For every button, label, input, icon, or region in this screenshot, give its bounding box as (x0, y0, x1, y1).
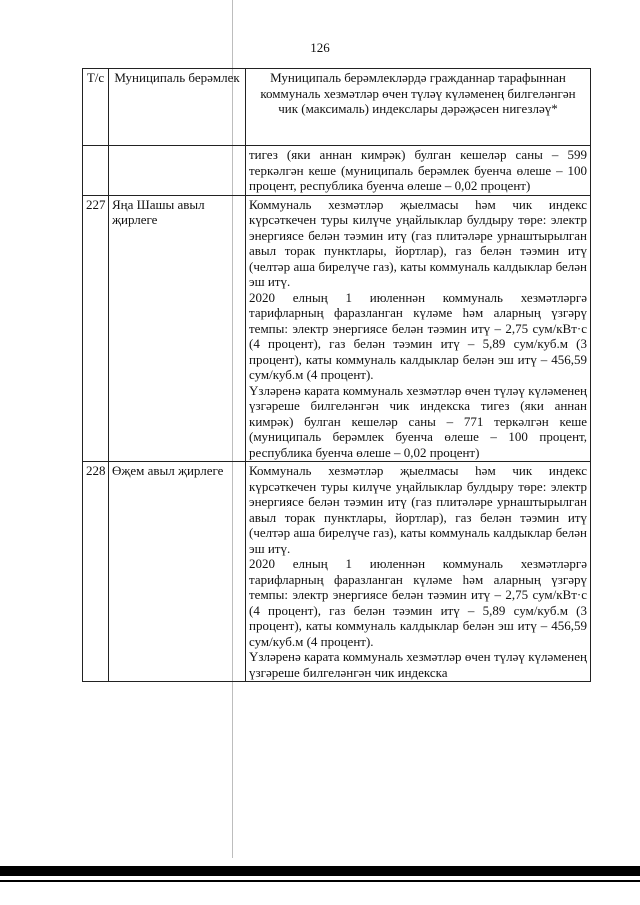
paragraph: 2020 елның 1 июленнән коммуналь хезмәтләргә тарифларның фаразланган күләме һәм аларның үзгәрү темпы: электр энергиясе белән тәэмин итү – 2,75 сум/кВт·с (4 процент), газ белән тәэмин итү – 5,89 сум/куб.м (3 процент), каты коммуналь калдыклар белән эш итү – 456,59 сум/куб.м (4 процент). (249, 289, 587, 382)
table-row (83, 146, 591, 196)
scan-bottom-line (0, 880, 640, 882)
row-justification (246, 146, 591, 196)
header-number: Т/с (83, 69, 109, 146)
scan-bottom-bar (0, 866, 640, 876)
header-justification: Муниципаль берәмлекләрдә гражданнар тарафыннан коммуналь хезмәтләр өчен түләү күләменең билгеләнгән чик (максималь) индекслары дәрәҗәсен нигезләү* (246, 69, 591, 146)
row-justification (246, 462, 591, 682)
table-row (83, 195, 591, 462)
document-table (82, 68, 591, 682)
header-municipality: Муниципаль берәмлек (109, 69, 246, 146)
row-municipality: Өҗем авыл җирлеге (109, 462, 246, 682)
paragraph: Үзләренә карата коммуналь хезмәтләр өчен түләү күләменең үзгәреше билгеләнгән чик индекска тигез (яки аннан кимрәк) булган кешеләр саны – 771 теркәлгән кеше (муниципаль берәмлек буенча өлеше – 100 процент, республика буенча өлеше – 0,02 процент) (249, 382, 587, 460)
row-number: 227 (83, 195, 109, 462)
row-number (83, 146, 109, 196)
page-number: 126 (310, 40, 330, 55)
row-municipality: Яңа Шашы авыл җирлеге (109, 195, 246, 462)
paragraph: Үзләренә карата коммуналь хезмәтләр өчен түләү күләменең үзгәреше билгеләнгән чик индекска (249, 649, 587, 680)
paragraph: 2020 елның 1 июленнән коммуналь хезмәтләргә тарифларның фаразланган күләме һәм аларның үзгәрү темпы: электр энергиясе белән тәэмин итү – 2,75 сум/кВт·с (4 процент), газ белән тәэмин итү – 5,89 сум/куб.м (3 процент), каты коммуналь калдыклар белән эш итү – 456,59 сум/куб.м (4 процент). (249, 556, 587, 649)
paragraph: тигез (яки аннан кимрәк) булган кешеләр саны – 599 теркәлгән кеше (муниципаль берәмлек буенча өлеше – 100 процент, республика буенча өлеше – 0,02 процент) (249, 147, 587, 193)
row-justification (246, 195, 591, 462)
table-row (83, 462, 591, 682)
paragraph: Коммуналь хезмәтләр җыелмасы һәм чик индекс күрсәткечен туры килүче уңайлыклар булдыру төре: электр энергиясе белән тәэмин итү (газ плитәләре урнаштырылган авыл торак пунктлары, йортлар), газ белән тәэмин итү (челтәр аша бирелүче газ), каты коммуналь калдыклар белән эш итү. (249, 196, 587, 289)
table-header-row (83, 69, 591, 146)
row-number: 228 (83, 462, 109, 682)
paragraph: Коммуналь хезмәтләр җыелмасы һәм чик индекс күрсәткечен туры килүче уңайлыклар булдыру төре: электр энергиясе белән тәэмин итү (газ плитәләре урнаштырылган авыл торак пунктлары, йортлар), газ белән тәэмин итү (челтәр аша бирелүче газ), каты коммуналь калдыклар белән эш итү. (249, 463, 587, 556)
row-municipality (109, 146, 246, 196)
